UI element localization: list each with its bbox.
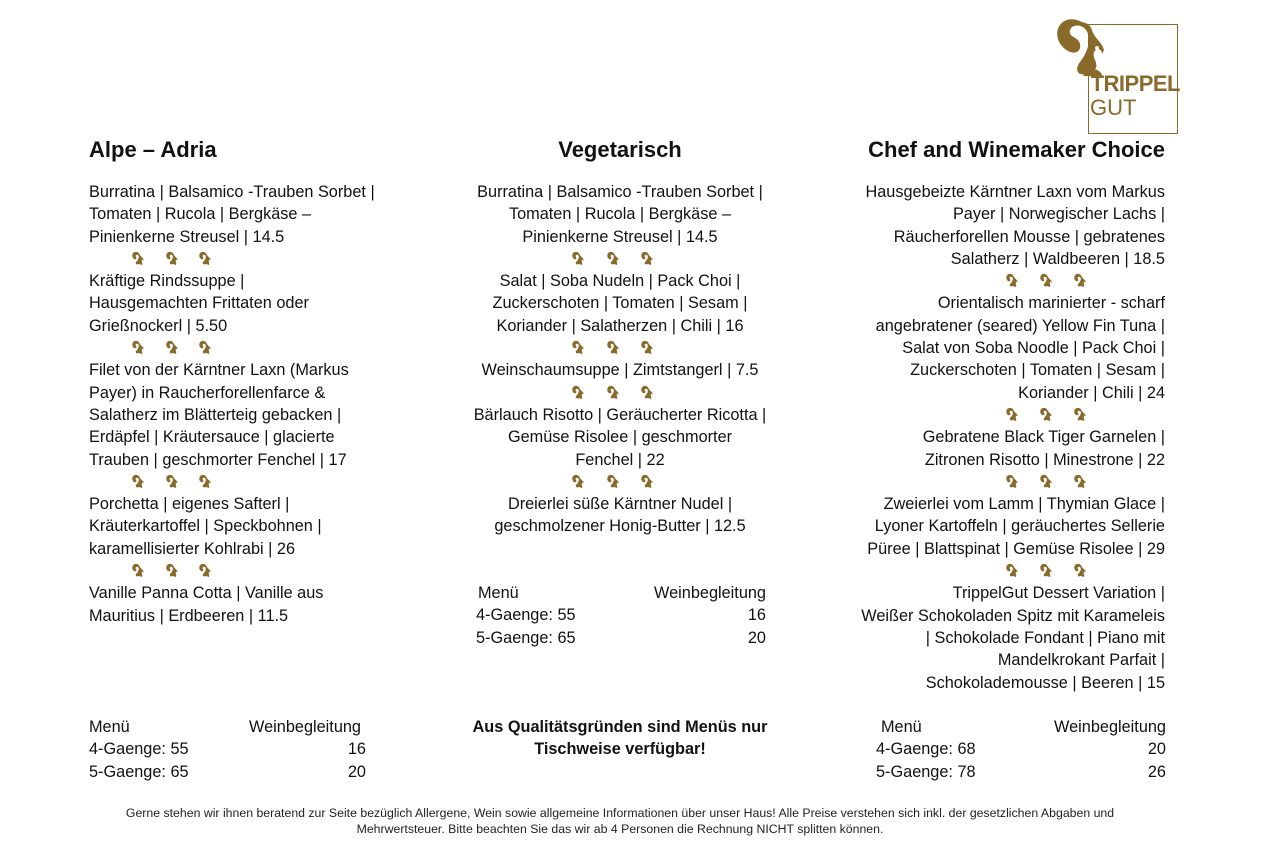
dish-line: Salat von Soba Noodle | Pack Choi |	[902, 339, 1165, 358]
pricing-alpe-adria	[89, 716, 366, 783]
dish-line: Salat | Soba Nudeln | Pack Choi |	[499, 272, 741, 291]
dish-line: Gebratene Black Tiger Garnelen |	[922, 428, 1165, 447]
squirrel-icon	[571, 385, 585, 401]
dish-line: geschmolzener Honig-Butter | 12.5	[494, 517, 746, 536]
menu-dish	[89, 359, 409, 470]
column-chef-choice	[830, 138, 1165, 694]
squirrel-separator	[89, 560, 409, 582]
logo-brand-line2: GUT	[1090, 95, 1137, 120]
column-alpe-adria	[89, 138, 409, 627]
dish-line: Orientalisch marinierter - scharf	[937, 294, 1165, 313]
notice-line: Aus Qualitätsgründen sind Menüs nur	[472, 718, 768, 736]
dish-line: Dreierlei süße Kärntner Nudel |	[507, 495, 733, 514]
squirrel-icon	[606, 385, 620, 401]
squirrel-separator	[89, 471, 409, 493]
squirrel-icon	[571, 474, 585, 490]
squirrel-icon	[131, 563, 145, 579]
squirrel-icon	[131, 474, 145, 490]
dish-line: Schokolademousse | Beeren | 15	[925, 673, 1165, 692]
squirrel-separator	[455, 382, 785, 404]
pricing-chef-choice	[876, 716, 1166, 783]
dish-line: Pinienkerne Streusel | 14.5	[522, 227, 718, 246]
wine-label: Weinbegleitung	[1054, 718, 1166, 736]
menu-dish	[89, 181, 409, 248]
wine-price: 16	[347, 740, 366, 759]
dish-line: angebratener (seared) Yellow Fin Tuna |	[875, 316, 1165, 335]
squirrel-icon	[165, 340, 179, 356]
squirrel-icon	[571, 340, 585, 356]
squirrel-icon	[1039, 474, 1053, 490]
pricing-vegetarisch	[476, 582, 766, 649]
dish-line: | Schokolade Fondant | Piano mit	[925, 628, 1165, 647]
dish-line: Bärlauch Risotto | Geräucherter Ricotta |	[473, 405, 767, 424]
squirrel-icon	[606, 251, 620, 267]
squirrel-icon	[1005, 474, 1019, 490]
squirrel-separator	[89, 337, 409, 359]
squirrel-separator	[455, 337, 785, 359]
dish-line: Burratina | Balsamico -Trauben Sorbet |	[89, 183, 375, 201]
squirrel-icon	[165, 474, 179, 490]
dish-line: Hausgemachten Frittaten oder	[89, 294, 309, 313]
dish-line: Mauritius | Erdbeeren | 11.5	[89, 606, 289, 625]
squirrel-icon	[606, 474, 620, 490]
dish-line: TrippelGut Dessert Variation |	[952, 584, 1165, 603]
dish-line: Salatherz | Waldbeeren | 18.5	[950, 249, 1165, 268]
dish-line: Salatherz im Blätterteig gebacken |	[89, 405, 342, 424]
dish-line: Gemüse Risolee | geschmorter	[507, 428, 733, 447]
squirrel-icon	[1005, 273, 1019, 289]
dish-line: Tomaten | Rucola | Bergkäse –	[508, 205, 732, 224]
squirrel-icon	[571, 251, 585, 267]
wine-price: 20	[1147, 740, 1166, 759]
squirrel-icon	[198, 340, 212, 356]
menu-dish	[455, 270, 785, 337]
menu-price: 4-Gaenge: 55	[89, 740, 189, 759]
squirrel-icon	[131, 251, 145, 267]
menu-price: 5-Gaenge: 78	[876, 762, 976, 781]
squirrel-icon	[640, 474, 654, 490]
squirrel-icon	[1073, 563, 1087, 579]
menu-dish	[830, 181, 1165, 270]
squirrel-icon	[1073, 474, 1087, 490]
menu-label: Menü	[89, 718, 130, 736]
wine-price: 16	[747, 606, 766, 625]
dish-line: Porchetta | eigenes Safterl |	[89, 495, 290, 514]
squirrel-separator	[830, 560, 1165, 582]
menu-dish	[455, 359, 785, 381]
dish-line: Zweierlei vom Lamm | Thymian Glace |	[883, 495, 1165, 514]
menu-dish	[89, 493, 409, 560]
column-title: Vegetarisch	[558, 137, 682, 162]
squirrel-icon	[1073, 407, 1087, 423]
footer-line: Mehrwertsteuer. Bitte beachten Sie das wir ab 4 Personen die Rechnung NICHT splitten können.	[356, 822, 884, 836]
dish-line: Fenchel | 22	[575, 450, 665, 469]
menu-dish	[455, 493, 785, 538]
column-title: Alpe – Adria	[89, 137, 217, 162]
dish-line: Mandelkrokant Parfait |	[997, 651, 1165, 670]
column-vegetarisch	[455, 138, 785, 538]
dish-line: Kräftige Rindssuppe |	[89, 272, 245, 291]
squirrel-icon	[165, 563, 179, 579]
menu-label: Menü	[478, 584, 519, 602]
dish-line: Tomaten | Rucola | Bergkäse –	[89, 205, 312, 224]
squirrel-icon	[1073, 273, 1087, 289]
dish-line: Kräuterkartoffel | Speckbohnen |	[89, 517, 322, 536]
footer-line: Gerne stehen wir ihnen beratend zur Seite bezüglich Allergene, Wein sowie allgemeine Informationen über unser Haus! Alle Preise verstehen sich inkl. der gesetzlichen Abgaben und	[125, 806, 1115, 820]
wine-label: Weinbegleitung	[654, 584, 766, 602]
dish-line: Vanille Panna Cotta | Vanille aus	[89, 584, 324, 603]
squirrel-icon	[640, 251, 654, 267]
dish-line: Koriander | Chili | 24	[1018, 383, 1165, 402]
dish-line: Grießnockerl | 5.50	[89, 316, 228, 335]
dish-line: Zuckerschoten | Tomaten | Sesam |	[492, 294, 748, 313]
dish-line: Payer | Norwegischer Lachs |	[952, 205, 1165, 224]
menu-dish	[830, 582, 1165, 693]
trippelgut-logo	[1052, 8, 1182, 138]
squirrel-separator	[830, 471, 1165, 493]
availability-notice	[455, 716, 785, 761]
menu-price: 4-Gaenge: 68	[876, 740, 976, 759]
squirrel-icon	[640, 385, 654, 401]
squirrel-icon	[165, 251, 179, 267]
dish-line: Burratina | Balsamico -Trauben Sorbet |	[477, 183, 763, 201]
squirrel-icon	[1039, 407, 1053, 423]
dish-line: Trauben | geschmorter Fenchel | 17	[89, 450, 347, 469]
squirrel-icon	[198, 563, 212, 579]
dish-line: Püree | Blattspinat | Gemüse Risolee | 29	[867, 539, 1165, 558]
squirrel-icon	[198, 474, 212, 490]
dish-line: Lyoner Kartoffeln | geräuchertes Sellerie	[874, 517, 1165, 536]
menu-price: 4-Gaenge: 55	[476, 606, 576, 625]
menu-dish	[89, 582, 409, 627]
dish-line: Erdäpfel | Kräutersauce | glacierte	[89, 428, 335, 447]
menu-price: 5-Gaenge: 65	[476, 628, 576, 647]
dish-line: Payer) in Raucherforellenfarce &	[89, 383, 326, 402]
notice-line: Tischweise verfügbar!	[534, 740, 706, 759]
squirrel-icon	[131, 340, 145, 356]
squirrel-icon	[1039, 563, 1053, 579]
dish-line: Hausgebeizte Kärntner Laxn vom Markus	[865, 183, 1165, 201]
squirrel-separator	[455, 471, 785, 493]
squirrel-separator	[89, 248, 409, 270]
squirrel-separator	[455, 248, 785, 270]
menu-dish	[89, 270, 409, 337]
squirrel-icon	[1039, 273, 1053, 289]
dish-line: Weinschaumsuppe | Zimtstangerl | 7.5	[481, 361, 759, 380]
squirrel-icon	[1005, 563, 1019, 579]
menu-dish	[455, 181, 785, 248]
dish-line: Koriander | Salatherzen | Chili | 16	[496, 316, 744, 335]
squirrel-icon	[1005, 407, 1019, 423]
menu-price: 5-Gaenge: 65	[89, 762, 189, 781]
wine-price: 26	[1147, 762, 1166, 781]
dish-line: Zuckerschoten | Tomaten | Sesam |	[910, 361, 1165, 380]
squirrel-icon	[198, 251, 212, 267]
wine-label: Weinbegleitung	[249, 718, 361, 736]
squirrel-separator	[830, 404, 1165, 426]
squirrel-separator	[830, 270, 1165, 292]
dish-line: Zitronen Risotto | Minestrone | 22	[924, 450, 1165, 469]
squirrel-icon	[640, 340, 654, 356]
wine-price: 20	[347, 762, 366, 781]
dish-line: Räucherforellen Mousse | gebratenes	[893, 227, 1165, 246]
menu-dish	[830, 493, 1165, 560]
menu-dish	[830, 426, 1165, 471]
menu-dish	[830, 292, 1165, 403]
dish-line: karamellisierter Kohlrabi | 26	[89, 539, 296, 558]
footer-disclaimer	[80, 805, 1160, 837]
dish-line: Weißer Schokoladen Spitz mit Karameleis	[861, 606, 1165, 625]
logo-brand-line1: TRIPPEL	[1090, 71, 1180, 96]
dish-line: Filet von der Kärntner Laxn (Markus	[89, 361, 349, 380]
menu-label: Menü	[881, 718, 922, 736]
wine-price: 20	[747, 628, 766, 647]
column-title: Chef and Winemaker Choice	[868, 137, 1165, 162]
dish-line: Pinienkerne Streusel | 14.5	[89, 227, 285, 246]
squirrel-icon	[606, 340, 620, 356]
menu-dish	[455, 404, 785, 471]
